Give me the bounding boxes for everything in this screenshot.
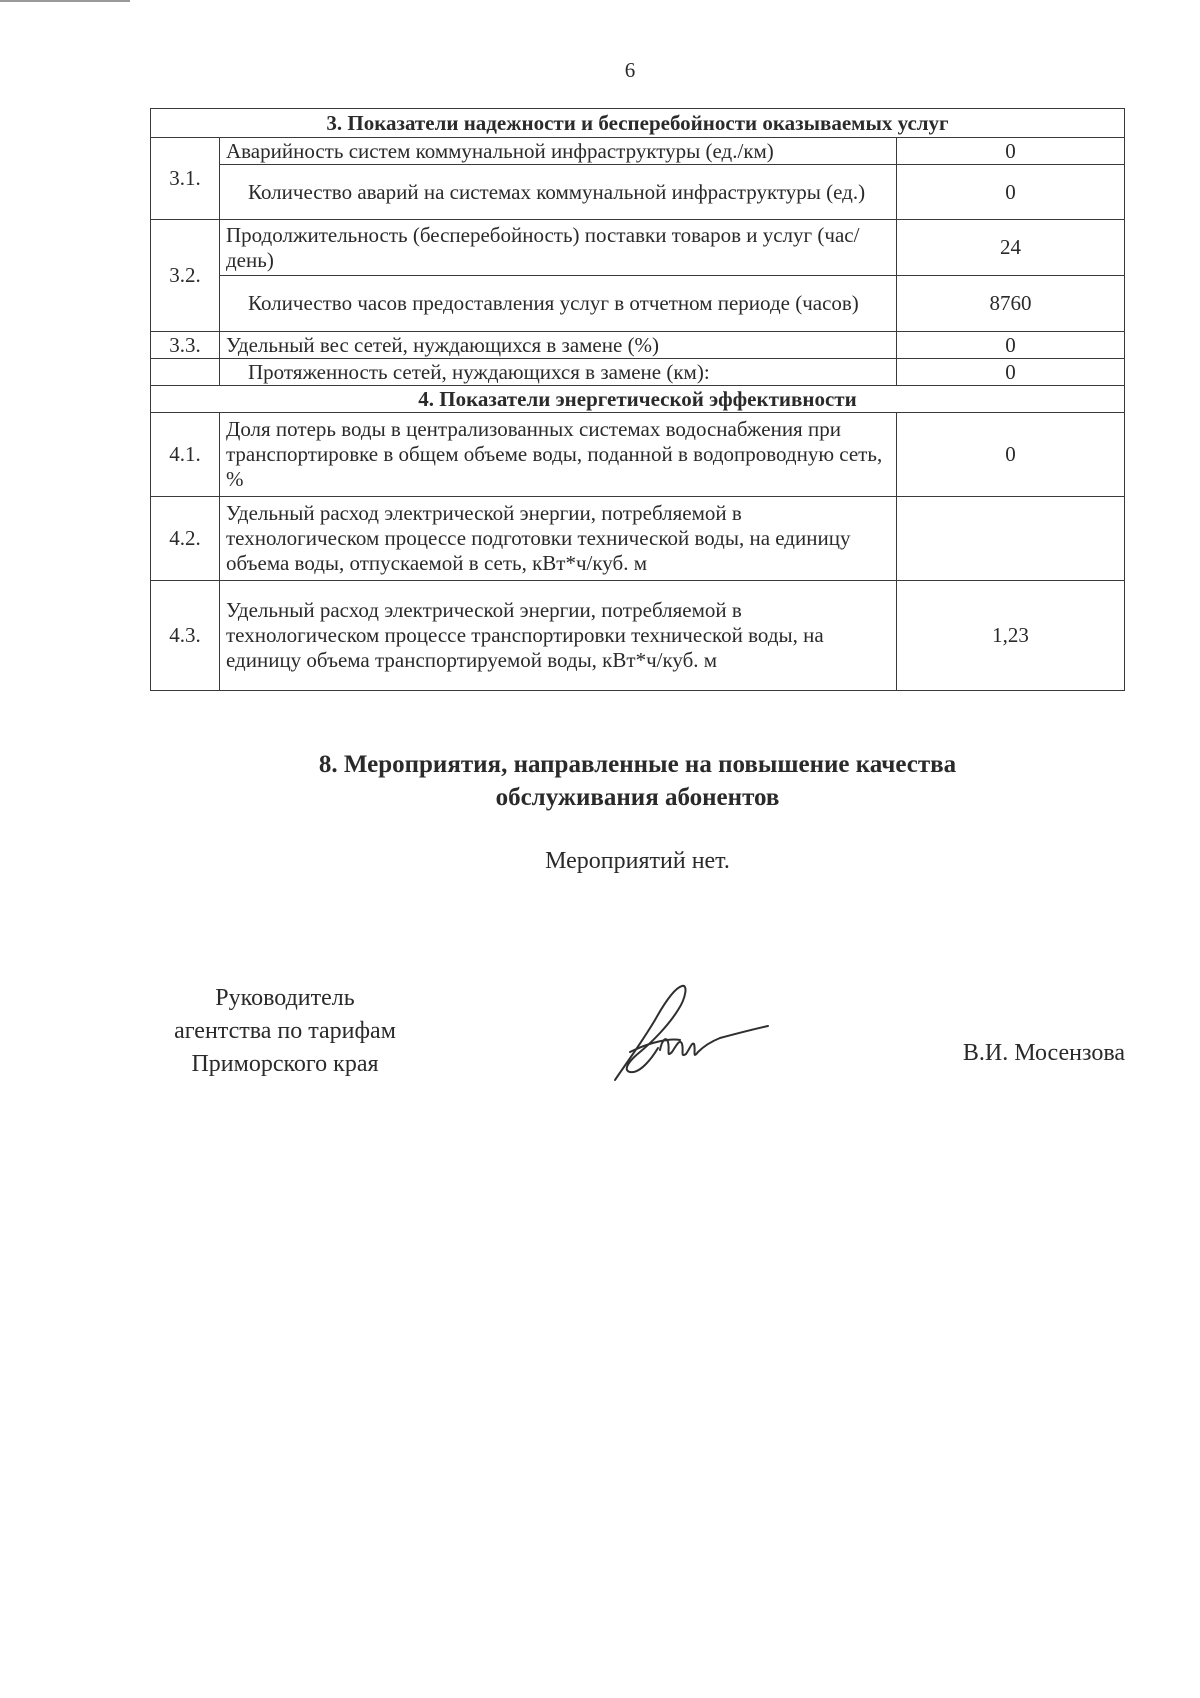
signer-name: В.И. Мосензова — [962, 1040, 1125, 1066]
indicator-value: 1,23 — [897, 581, 1125, 691]
indicator-description: Протяженность сетей, нуждающихся в замене (км): — [220, 359, 897, 386]
table-row — [151, 581, 1125, 691]
indicator-description: Удельный расход электрической энергии, потребляемой в технологическом процессе подготовки технической воды, на единицу объема воды, отпускаемой в сеть, кВт*ч/куб. м — [220, 497, 897, 581]
position-line3: Приморского края — [191, 1051, 379, 1077]
indicator-value: 8760 — [897, 276, 1125, 332]
indicator-value: 24 — [897, 220, 1125, 276]
table-row — [151, 359, 1125, 386]
row-number: 4.3. — [151, 581, 220, 691]
no-measures-text: Мероприятий нет. — [545, 848, 730, 874]
table-row — [151, 413, 1125, 497]
table-row — [151, 165, 1125, 220]
section8-heading-line1: 8. Мероприятия, направленные на повышение качества — [318, 751, 957, 778]
indicator-description: Количество часов предоставления услуг в отчетном периоде (часов) — [220, 276, 897, 332]
table-row — [151, 220, 1125, 276]
indicator-description: Доля потерь воды в централизованных системах водоснабжения при транспортировке в общем объеме воды, поданной в водопроводную сеть, % — [220, 413, 897, 497]
section3-title: 3. Показатели надежности и бесперебойности оказываемых услуг — [151, 109, 1125, 138]
section8-heading — [150, 748, 1125, 814]
indicator-value: 0 — [897, 138, 1125, 165]
row-number: 4.1. — [151, 413, 220, 497]
section8-heading-line2: обслуживания абонентов — [495, 784, 780, 811]
section4-title: 4. Показатели энергетической эффективности — [151, 386, 1125, 413]
position-line1: Руководитель — [215, 985, 355, 1011]
indicator-value: 0 — [897, 413, 1125, 497]
indicator-value: 0 — [897, 165, 1125, 220]
scan-edge-mark — [0, 0, 130, 2]
position-line2: агентства по тарифам — [174, 1018, 396, 1044]
indicators-table — [150, 108, 1125, 691]
signatory-position — [140, 982, 430, 1081]
table-row — [151, 138, 1125, 165]
indicator-description: Продолжительность (бесперебойность) поставки товаров и услуг (час/день) — [220, 220, 897, 276]
table-row — [151, 386, 1125, 413]
row-number: 3.2. — [151, 220, 220, 332]
indicator-value — [897, 497, 1125, 581]
page-number: 6 — [624, 58, 636, 82]
row-number-empty — [151, 359, 220, 386]
row-number: 3.1. — [151, 138, 220, 220]
indicator-description: Аварийность систем коммунальной инфраструктуры (ед./км) — [220, 138, 897, 165]
indicator-description: Удельный расход электрической энергии, потребляемой в технологическом процессе транспортировки технической воды, на единицу объема транспортируемой воды, кВт*ч/куб. м — [220, 581, 897, 691]
row-number: 3.3. — [151, 332, 220, 359]
table-row — [151, 332, 1125, 359]
row-number: 4.2. — [151, 497, 220, 581]
handwritten-signature — [600, 980, 780, 1090]
table-row — [151, 497, 1125, 581]
table-row — [151, 109, 1125, 138]
indicator-description: Удельный вес сетей, нуждающихся в замене (%) — [220, 332, 897, 359]
table-row — [151, 276, 1125, 332]
indicator-description: Количество аварий на системах коммунальной инфраструктуры (ед.) — [220, 165, 897, 220]
indicator-value: 0 — [897, 359, 1125, 386]
indicator-value: 0 — [897, 332, 1125, 359]
